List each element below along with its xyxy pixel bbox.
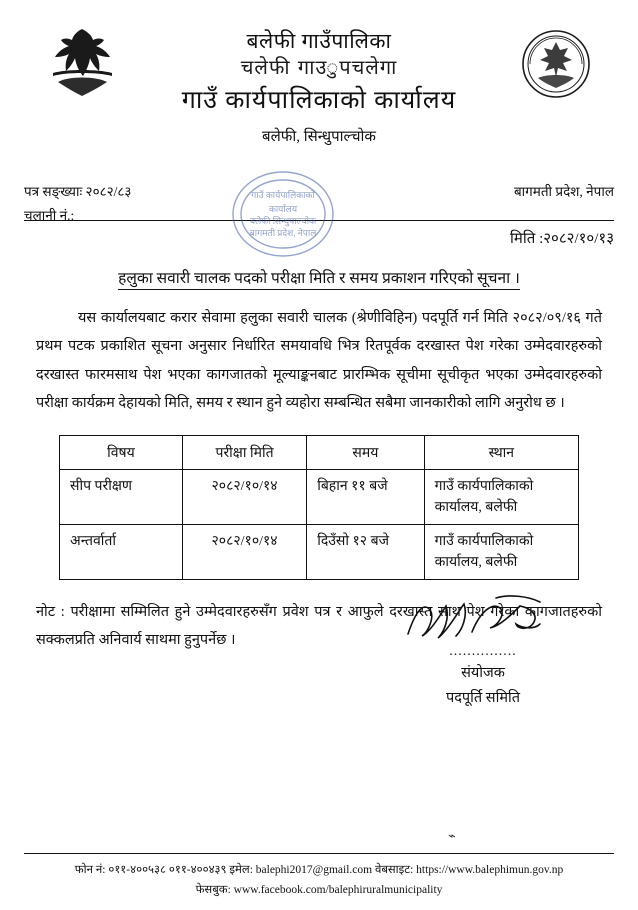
reference-block	[0, 178, 638, 252]
letterhead	[0, 0, 638, 178]
column-header-time: समय	[307, 436, 424, 470]
footer-facebook-line: फेसबुक: www.facebook.com/balephiruralmunicipality	[195, 883, 443, 896]
exam-schedule-table	[59, 435, 579, 580]
government-name-script: चलेफी गाउुपचलेगा	[240, 55, 398, 80]
notice-title-text: हलुका सवारी चालक पदको परीक्षा मिति र समय प्रकाशन गरिएको सूचना ।	[118, 270, 520, 290]
column-header-date: परीक्षा मिति	[182, 436, 306, 470]
notice-paragraph: यस कार्यालयबाट करार सेवामा हलुका सवारी चालक (श्रेणीविहिन) पदपूर्ति गर्न मिति २०८२/०९/१६ गते प्रथम पटक प्रकाशित सूचना अनुसार निर्धारित समयावधि भित्र रितपूर्वक दरखास्त पेश गरेका उम्मेदवारहरुको दरखास्त फारमसाथ पेश भएका कागजातको मूल्याङ्कनबाट प्रारम्भिक सूचीमा सूचीकृत भएका उम्मेदवारहरुको परीक्षा कार्यक्रम देहायको मिति, समय र स्थान हुने व्यहोरा सम्बन्धित सबैमा जानकारीको लागि अनुरोध छ ।	[36, 310, 602, 411]
column-header-subject: विषय	[60, 436, 183, 470]
signature-dots: ...............	[449, 644, 517, 659]
nepal-emblem-icon	[46, 26, 118, 104]
letter-date: मिति :२०८२/१०/१३	[510, 231, 614, 247]
page-tick-mark: ⌁	[448, 828, 456, 843]
cell-time: बिहान ११ बजे	[307, 470, 424, 525]
footer-divider	[24, 853, 614, 854]
handwritten-signature-icon	[388, 592, 578, 646]
office-address: बलेफी, सिन्धुपाल्चोक	[262, 128, 376, 145]
svg-text:कार्यालय: कार्यालय	[268, 204, 298, 214]
municipality-emblem-icon	[520, 26, 592, 104]
svg-text:बागमती प्रदेश, नेपाल: बागमती प्रदेश, नेपाल	[249, 228, 317, 238]
footer	[0, 860, 638, 900]
patra-sankhya: पत्र सङ्ख्याः २०८२/८३	[24, 184, 132, 199]
cell-time: दिउँसो १२ बजे	[307, 525, 424, 580]
svg-text:बलेफी सिन्धुपाल्चोक: बलेफी सिन्धुपाल्चोक	[249, 216, 317, 226]
table-header-row	[60, 436, 579, 470]
table-row	[60, 470, 579, 525]
cell-date: २०८२/१०/१४	[182, 470, 306, 525]
footer-contact-line: फोन नं: ०११-४००५३८ ०११-४००४३९ इमेल: balephi2017@gmail.com वेबसाइट: https://www.balephimun.gov.np	[74, 863, 564, 876]
cell-place: गाउँ कार्यपालिकाको कार्यालय, बलेफी	[424, 470, 578, 525]
cell-date: २०८२/१०/१४	[182, 525, 306, 580]
cell-subject: अन्तर्वार्ता	[60, 525, 183, 580]
notice-title	[24, 266, 614, 288]
cell-place: गाउँ कार्यपालिकाको कार्यालय, बलेफी	[424, 525, 578, 580]
svg-text:गाउँ कार्यपालिकाको: गाउँ कार्यपालिकाको	[251, 190, 315, 200]
cell-subject: सीप परीक्षण	[60, 470, 183, 525]
table-row	[60, 525, 579, 580]
signatory-committee: पदपूर्ति समिति	[445, 690, 521, 707]
notice-note: नोट : परीक्षामा सम्मिलित हुने उम्मेदवारहरुसँग प्रवेश पत्र र आफुले दरखास्त साथ पेश गरेका कागजातहरुको सक्कलप्रति अनिवार्य साथमा हुनुपर्नेछ ।	[36, 604, 602, 649]
government-name: बलेफी गाउँपालिका	[246, 29, 392, 53]
signature-block	[388, 592, 578, 710]
chalani-number: चलानी नं.:	[24, 207, 75, 223]
signatory-role: संयोजक	[461, 665, 505, 681]
column-header-place: स्थान	[424, 436, 578, 470]
office-name: गाउँ कार्यपालिकाको कार्यालय	[181, 87, 457, 115]
province-label: बागमती प्रदेश, नेपाल	[513, 184, 614, 199]
official-seal-icon	[225, 162, 341, 266]
